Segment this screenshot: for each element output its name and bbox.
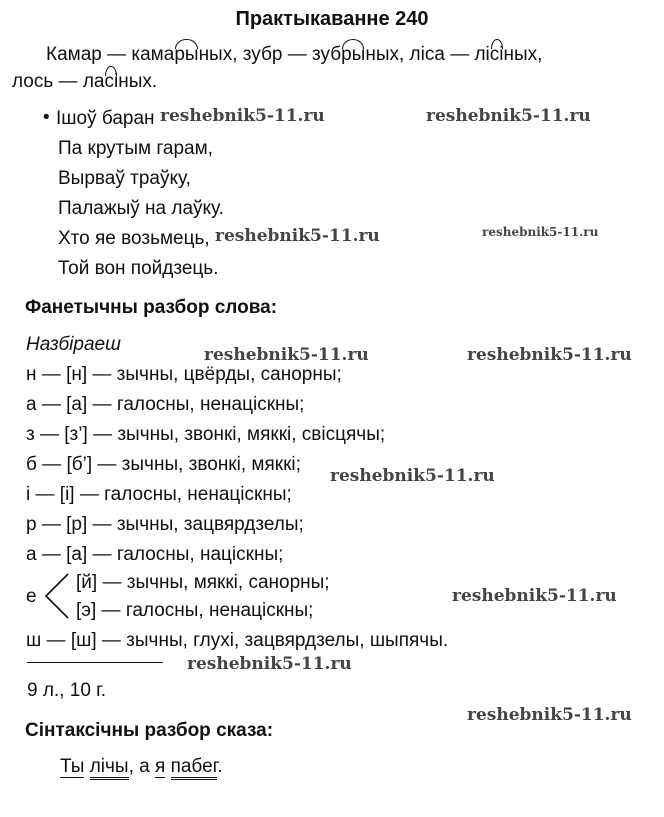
sound-description: — зычны, мяккі, санорны; <box>102 572 330 593</box>
phonetic-row: а — [а] — галосны, ненаціскны; <box>26 394 305 415</box>
page-title: Практыкаванне 240 <box>235 8 429 30</box>
arc-mark: сі <box>104 71 119 92</box>
text-fragment: , а <box>128 756 155 777</box>
sound: [і] <box>59 484 75 505</box>
predicate: лічы <box>90 756 129 780</box>
letter: ш <box>26 630 42 651</box>
phonetic-row: б — [б’] — зычны, звонкі, мяккі; <box>26 454 301 475</box>
poem-line: Вырваў траўку, <box>58 168 191 189</box>
sound-description: — зычны, зацвярдзелы; <box>92 514 304 535</box>
text-fragment: ных, ліса — лі <box>365 44 490 65</box>
sound-description: — зычны, звонкі, мяккі; <box>97 454 301 475</box>
sound-description: — галосны, ненаціскны; <box>101 600 314 621</box>
phonetic-row: р — [р] — зычны, зацвярдзелы; <box>26 514 304 535</box>
text-fragment: ных, <box>503 44 543 65</box>
sound-description: — галосны, ненаціскны; <box>79 484 292 505</box>
sound: [а] <box>66 544 88 565</box>
letter-sound-count: 9 л., 10 г. <box>27 680 107 701</box>
watermark: reshebnik5-11.ru <box>452 586 617 606</box>
poem-line: Палажыў на лаўку. <box>58 198 224 219</box>
letter: а <box>26 544 37 565</box>
sound-description: — галосны, ненаціскны; <box>92 394 305 415</box>
predicate: пабег <box>171 756 218 780</box>
e-letter: е <box>26 586 37 607</box>
letter: б <box>26 454 37 475</box>
phonetic-row: н — [н] — зычны, цвёрды, санорны; <box>26 364 342 385</box>
watermark: reshebnik5-11.ru <box>330 466 495 486</box>
phonetic-subrow <box>76 600 313 622</box>
text-fragment: . <box>217 756 223 777</box>
sound: [н] <box>66 364 88 385</box>
watermark: reshebnik5-11.ru <box>204 345 369 365</box>
sound: [б’] <box>66 454 93 475</box>
phonetic-row: ш — [ш] — зычны, глухі, зацвярдзелы, шыпячы. <box>26 630 449 651</box>
poem-line: Той вон пойдзець. <box>58 258 219 279</box>
sound: [э] <box>76 600 97 621</box>
sound: [р] <box>66 514 88 535</box>
paragraph-line-1 <box>46 44 542 66</box>
watermark: reshebnik5-11.ru <box>160 106 325 126</box>
text-fragment: Камар — кама <box>46 44 175 65</box>
arc-mark: сі <box>489 44 504 65</box>
arc-mark: ры <box>341 44 366 65</box>
sound: [й] <box>76 572 98 593</box>
syntax-heading: Сінтаксічны разбор сказа: <box>25 720 274 741</box>
arc-mark: ры <box>174 44 199 65</box>
sound-description: — зычны, звонкі, мяккі, свісцячы; <box>93 424 386 445</box>
sound: [ш] <box>70 630 97 651</box>
subject: я <box>155 756 166 777</box>
letter: а <box>26 394 37 415</box>
poem-line: Хто яе возьмець, <box>58 228 210 249</box>
subject: Ты <box>60 756 85 777</box>
poem-line: Ішоў баран <box>56 108 155 129</box>
sound-description: — галосны, націскны; <box>92 544 284 565</box>
text-fragment <box>165 756 170 777</box>
watermark: reshebnik5-11.ru <box>467 345 632 365</box>
watermark: reshebnik5-11.ru <box>426 106 591 126</box>
text-fragment: лось — ла <box>12 71 105 92</box>
letter: з <box>26 424 35 445</box>
watermark: reshebnik5-11.ru <box>467 705 632 725</box>
analyzed-sentence <box>60 756 223 778</box>
sound-description: — зычны, глухі, зацвярдзелы, шыпячы. <box>101 630 449 651</box>
letter: н <box>26 364 37 385</box>
text-fragment: ных, зубр — зуб <box>198 44 342 65</box>
poem-line: Па крутым гарам, <box>58 138 213 159</box>
watermark: reshebnik5-11.ru <box>187 654 352 674</box>
watermark: reshebnik5-11.ru <box>482 225 599 239</box>
paragraph-line-2 <box>12 71 157 93</box>
sound: [а] <box>66 394 88 415</box>
poem-bullet: • <box>43 107 50 128</box>
letter: і <box>26 484 31 505</box>
watermark: reshebnik5-11.ru <box>215 226 380 246</box>
phonetic-row: і — [і] — галосны, ненаціскны; <box>26 484 292 505</box>
sound-description: — зычны, цвёрды, санорны; <box>92 364 342 385</box>
phonetic-subrow <box>76 572 330 594</box>
angle-bracket-icon <box>44 572 70 620</box>
text-fragment: ных. <box>118 71 158 92</box>
analyzed-word: Назбіраеш <box>26 334 121 355</box>
letter: р <box>26 514 37 535</box>
divider <box>27 662 163 663</box>
phonetic-heading: Фанетычны разбор слова: <box>25 297 278 318</box>
phonetic-row: а — [а] — галосны, націскны; <box>26 544 284 565</box>
phonetic-row: з — [з’] — зычны, звонкі, мяккі, свісцячы; <box>26 424 386 445</box>
sound: [з’] <box>64 424 88 445</box>
